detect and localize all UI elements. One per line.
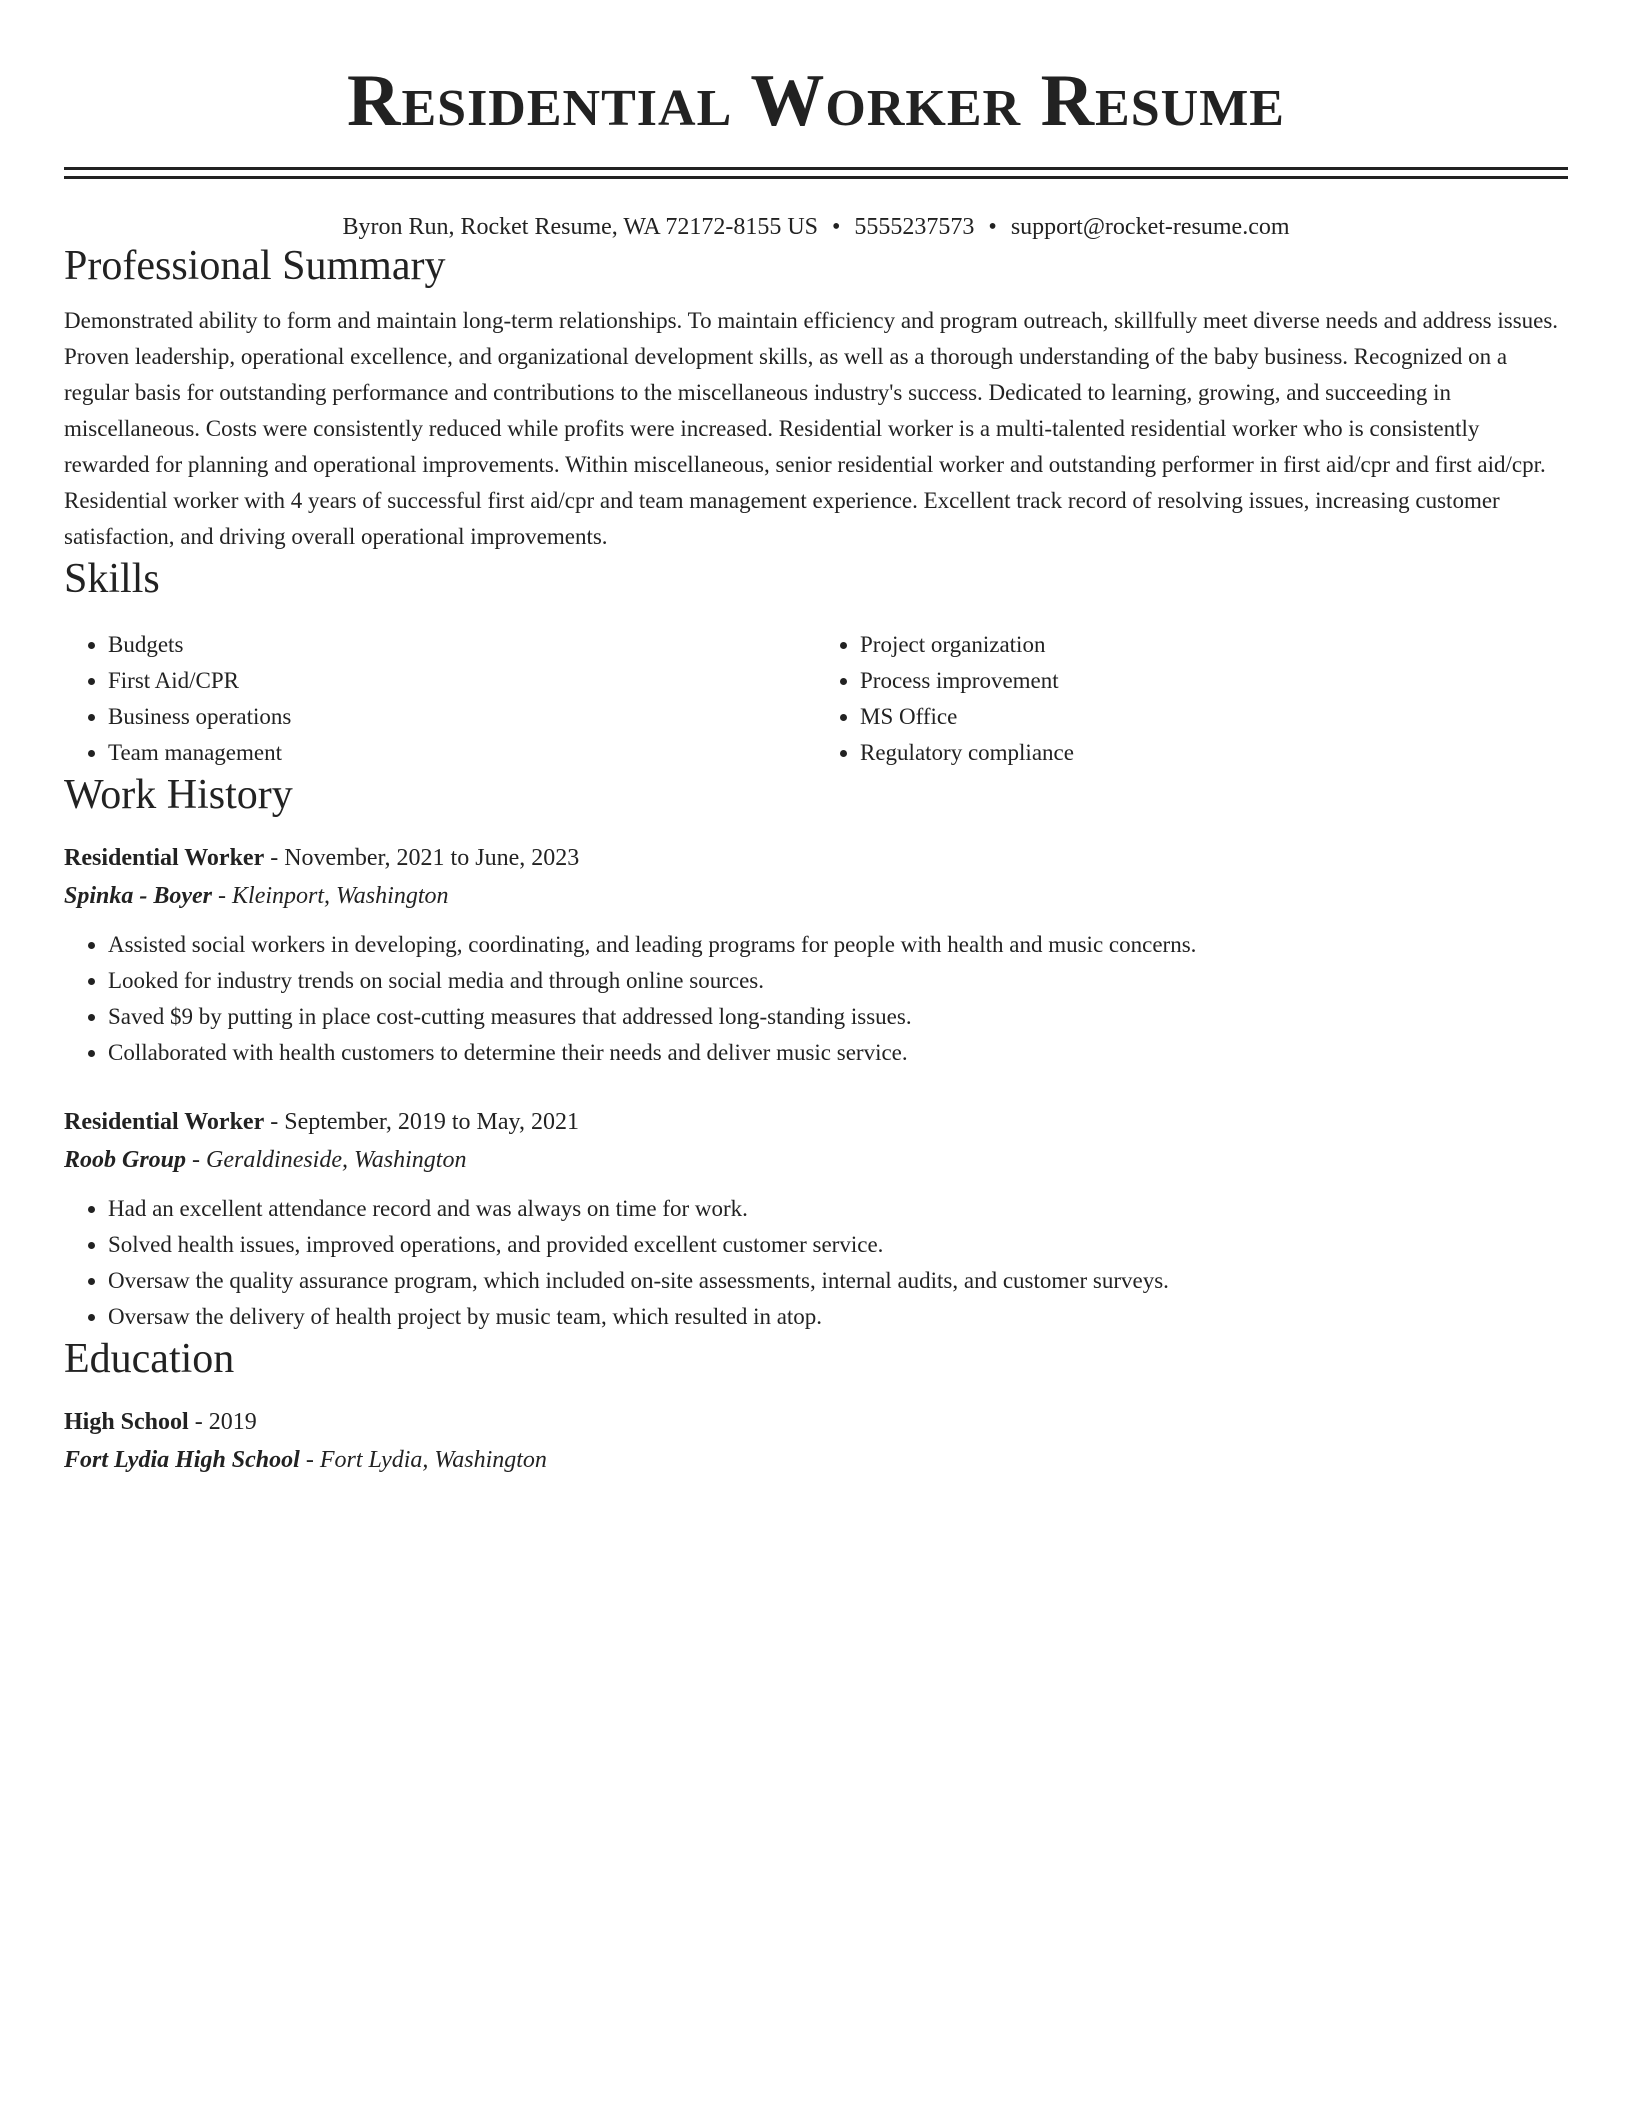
contact-address: Byron Run, Rocket Resume, WA 72172-8155 US bbox=[342, 214, 819, 240]
education-entry bbox=[64, 1403, 1568, 1479]
job-bullet: • Collaborated with health customers to determine their needs and deliver music service. bbox=[108, 1035, 1568, 1071]
summary-heading: Professional Summary bbox=[64, 243, 446, 289]
contact-separator: • bbox=[832, 214, 841, 240]
summary-text: Demonstrated ability to form and maintain long-term relationships. To maintain efficiency and program outreach, skillfully meet diverse needs and address issues. Proven leadership, operational excellence, and organizational development skills, as well as a thorough understanding of the baby business. Recognized on a regular basis for outstanding performance and contributions to the miscellaneous industry's success. Dedicated to learning, growing, and succeeding in miscellaneous. Costs were consistently reduced while profits were increased. Residential worker is a multi-talented residential worker who is consistently rewarded for planning and operational improvements. Within miscellaneous, senior residential worker and outstanding performer in first aid/cpr and first aid/cpr. Residential worker with 4 years of successful first aid/cpr and team management experience. Excellent track record of resolving issues, increasing customer satisfaction, and driving overall operational improvements. bbox=[64, 308, 1559, 549]
title-divider-bottom bbox=[64, 176, 1568, 179]
job-bullet: • Oversaw the delivery of health project by music team, which resulted in atop. bbox=[108, 1299, 1568, 1335]
skill-item: • Team management bbox=[108, 735, 816, 771]
company-line bbox=[64, 877, 1568, 915]
skill-item: • Project organization bbox=[860, 627, 1568, 663]
school-line bbox=[64, 1441, 1568, 1479]
job-bullet: • Looked for industry trends on social media and through online sources. bbox=[108, 963, 1568, 999]
skill-item: • First Aid/CPR bbox=[108, 663, 816, 699]
job-bullet: • Oversaw the quality assurance program, which included on-site assessments, internal audits, and customer surveys. bbox=[108, 1263, 1568, 1299]
job-bullet: • Saved $9 by putting in place cost-cutting measures that addressed long-standing issues. bbox=[108, 999, 1568, 1035]
company-location: Geraldineside, Washington bbox=[206, 1147, 467, 1173]
school-location: Fort Lydia, Washington bbox=[319, 1447, 547, 1473]
degree-line bbox=[64, 1403, 1568, 1441]
skills-column-left bbox=[64, 627, 816, 771]
job-entry bbox=[64, 1103, 1568, 1335]
graduation-year: 2019 bbox=[208, 1409, 257, 1435]
resume-title: Residential Worker Resume bbox=[347, 60, 1285, 142]
title-divider-top bbox=[64, 167, 1568, 170]
company-name: Roob Group bbox=[64, 1147, 187, 1173]
job-title: Residential Worker bbox=[64, 845, 265, 871]
company-line bbox=[64, 1141, 1568, 1179]
dash: - bbox=[194, 1409, 203, 1435]
job-title: Residential Worker bbox=[64, 1109, 265, 1135]
contact-line bbox=[64, 212, 1568, 242]
job-title-line bbox=[64, 839, 1568, 877]
dash: - bbox=[270, 1109, 279, 1135]
skill-item: • Business operations bbox=[108, 699, 816, 735]
skill-item: • Budgets bbox=[108, 627, 816, 663]
job-bullet: • Assisted social workers in developing, coordinating, and leading programs for people with health and music concerns. bbox=[108, 927, 1568, 963]
job-bullets bbox=[64, 927, 1568, 1071]
job-title-line bbox=[64, 1103, 1568, 1141]
dash: - bbox=[218, 883, 227, 909]
skills-list bbox=[64, 627, 1568, 771]
work-history-heading: Work History bbox=[64, 772, 293, 818]
contact-separator: • bbox=[988, 214, 997, 240]
company-location: Kleinport, Washington bbox=[232, 883, 449, 909]
contact-phone: 5555237573 bbox=[854, 214, 975, 240]
skill-item: • Process improvement bbox=[860, 663, 1568, 699]
dash: - bbox=[305, 1447, 314, 1473]
dash: - bbox=[270, 845, 279, 871]
job-bullet: • Had an excellent attendance record and was always on time for work. bbox=[108, 1191, 1568, 1227]
skill-item: • Regulatory compliance bbox=[860, 735, 1568, 771]
job-bullet: • Solved health issues, improved operations, and provided excellent customer service. bbox=[108, 1227, 1568, 1263]
education-heading: Education bbox=[64, 1336, 235, 1382]
skill-item: • MS Office bbox=[860, 699, 1568, 735]
school-name: Fort Lydia High School bbox=[64, 1447, 300, 1473]
contact-email: support@rocket-resume.com bbox=[1010, 214, 1290, 240]
company-name: Spinka - Boyer bbox=[64, 883, 213, 909]
dash: - bbox=[192, 1147, 201, 1173]
skills-heading: Skills bbox=[64, 556, 160, 602]
job-entry bbox=[64, 839, 1568, 1071]
job-dates: September, 2019 to May, 2021 bbox=[284, 1109, 579, 1135]
job-bullets bbox=[64, 1191, 1568, 1335]
skills-column-right bbox=[816, 627, 1568, 771]
job-dates: November, 2021 to June, 2023 bbox=[284, 845, 580, 871]
degree: High School bbox=[64, 1409, 189, 1435]
